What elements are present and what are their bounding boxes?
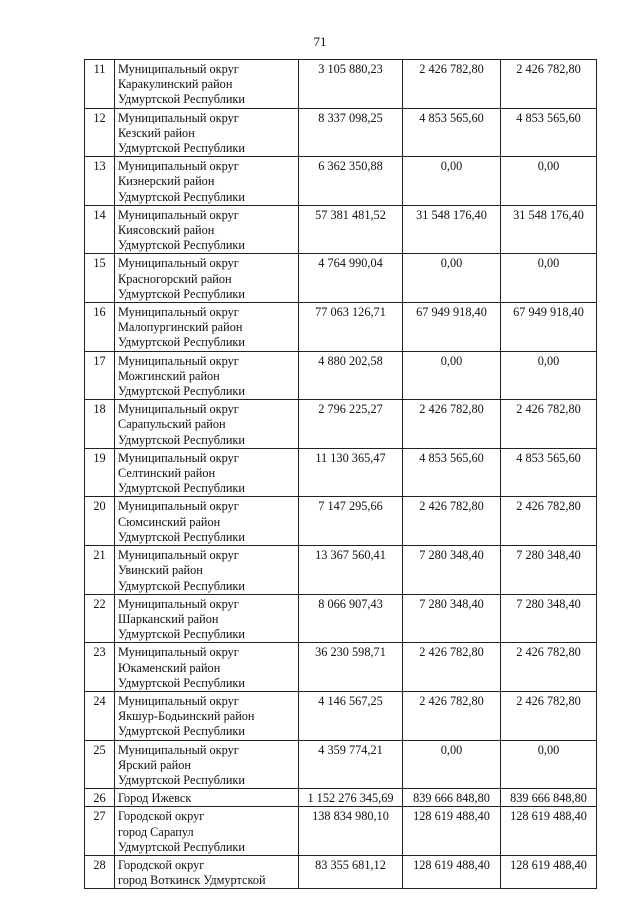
row-number: 27 [85, 807, 115, 856]
amount-allocated: 0,00 [403, 157, 501, 206]
municipality-name [115, 108, 299, 157]
municipality-name [115, 643, 299, 692]
table-row [85, 400, 597, 449]
table-row [85, 303, 597, 352]
municipality-name-line: Удмуртской Республики [118, 141, 245, 156]
municipality-name-line: Муниципальный округ [118, 305, 239, 320]
municipality-name [115, 691, 299, 740]
municipality-name [115, 740, 299, 789]
amount-total: 7 147 295,66 [299, 497, 403, 546]
row-number: 21 [85, 546, 115, 595]
municipality-name-line: Муниципальный округ [118, 62, 239, 76]
municipality-name-line: город Воткинск Удмуртской [118, 873, 266, 888]
municipality-name-line: Муниципальный округ [118, 693, 239, 708]
municipality-name [115, 60, 299, 109]
table-row [85, 108, 597, 157]
amount-approved: 2 426 782,80 [501, 60, 597, 109]
amount-allocated: 4 853 565,60 [403, 448, 501, 497]
table-row [85, 807, 597, 856]
amount-approved: 0,00 [501, 157, 597, 206]
municipality-name-line: Муниципальный округ [118, 450, 239, 465]
municipality-name-line: Каракулинский район [118, 77, 233, 92]
municipality-name [115, 157, 299, 206]
municipality-name [115, 400, 299, 449]
municipality-name-line: Киясовский район [118, 223, 215, 238]
municipality-name-line: Удмуртской Республики [118, 772, 245, 787]
amount-allocated: 0,00 [403, 254, 501, 303]
table-row [85, 855, 597, 888]
municipality-name-line: Якшур-Бодьинский район [118, 709, 255, 724]
amount-allocated: 2 426 782,80 [403, 497, 501, 546]
municipality-name [115, 807, 299, 856]
municipality-name-line: Муниципальный округ [118, 159, 239, 174]
municipality-name [115, 497, 299, 546]
amount-approved: 31 548 176,40 [501, 205, 597, 254]
amount-allocated: 128 619 488,40 [403, 807, 501, 856]
amount-approved: 7 280 348,40 [501, 594, 597, 643]
municipality-name-line: Город Ижевск [118, 791, 192, 806]
municipality-name-line: Удмуртской Республики [118, 92, 245, 107]
row-number: 24 [85, 691, 115, 740]
municipality-name-line: Муниципальный округ [118, 499, 239, 514]
amount-total: 11 130 365,47 [299, 448, 403, 497]
municipality-name-line: Удмуртской Республики [118, 724, 245, 739]
amount-total: 2 796 225,27 [299, 400, 403, 449]
municipality-name-line: Городской округ [118, 857, 205, 872]
table-row [85, 789, 597, 807]
amount-total: 13 367 560,41 [299, 546, 403, 595]
amount-allocated: 31 548 176,40 [403, 205, 501, 254]
amount-total: 138 834 980,10 [299, 807, 403, 856]
municipality-name-line: Удмуртской Республики [118, 238, 245, 253]
row-number: 15 [85, 254, 115, 303]
municipality-name [115, 594, 299, 643]
municipality-name-line: Удмуртской Республики [118, 839, 245, 854]
municipality-name-line: Городской округ [118, 809, 205, 824]
table-row [85, 448, 597, 497]
municipality-name-line: Удмуртской Республики [118, 335, 245, 350]
table-row [85, 254, 597, 303]
amount-allocated: 2 426 782,80 [403, 643, 501, 692]
amount-approved: 128 619 488,40 [501, 807, 597, 856]
amount-allocated: 67 949 918,40 [403, 303, 501, 352]
municipality-name-line: Удмуртской Республики [118, 189, 245, 204]
row-number: 28 [85, 855, 115, 888]
amount-allocated: 2 426 782,80 [403, 400, 501, 449]
amount-total: 83 355 681,12 [299, 855, 403, 888]
row-number: 12 [85, 108, 115, 157]
table-row [85, 497, 597, 546]
municipality-name [115, 303, 299, 352]
amount-allocated: 0,00 [403, 740, 501, 789]
municipality-name-line: Удмуртской Республики [118, 675, 245, 690]
amount-total: 36 230 598,71 [299, 643, 403, 692]
municipality-name [115, 855, 299, 888]
row-number: 18 [85, 400, 115, 449]
table-row [85, 205, 597, 254]
municipality-name-line: Удмуртской Республики [118, 481, 245, 496]
municipality-name-line: Удмуртской Республики [118, 286, 245, 301]
table-row [85, 594, 597, 643]
amount-allocated: 4 853 565,60 [403, 108, 501, 157]
amount-total: 4 880 202,58 [299, 351, 403, 400]
amount-approved: 0,00 [501, 351, 597, 400]
municipality-name [115, 351, 299, 400]
municipality-name-line: Селтинский район [118, 466, 216, 481]
table-row [85, 740, 597, 789]
row-number: 19 [85, 448, 115, 497]
municipality-name-line: Удмуртской Республики [118, 432, 245, 447]
row-number: 23 [85, 643, 115, 692]
municipality-name-line: Муниципальный округ [118, 742, 239, 757]
table-row [85, 157, 597, 206]
municipality-name-line: Муниципальный округ [118, 207, 239, 222]
municipality-name-line: Удмуртской Республики [118, 578, 245, 593]
municipality-name-line: Ярский район [118, 757, 191, 772]
municipality-name-line: Кизнерский район [118, 174, 215, 189]
municipality-name [115, 254, 299, 303]
municipality-name-line: Удмуртской Республики [118, 627, 245, 642]
municipality-name-line: Муниципальный округ [118, 402, 239, 417]
amount-allocated: 7 280 348,40 [403, 594, 501, 643]
amount-total: 4 359 774,21 [299, 740, 403, 789]
amount-approved: 2 426 782,80 [501, 643, 597, 692]
municipality-name-line: Муниципальный округ [118, 110, 239, 125]
municipality-name-line: Кезский район [118, 125, 195, 140]
row-number: 13 [85, 157, 115, 206]
amount-allocated: 839 666 848,80 [403, 789, 501, 807]
municipality-name-line: Сюмсинский район [118, 514, 221, 529]
amount-approved: 2 426 782,80 [501, 400, 597, 449]
amount-approved: 0,00 [501, 254, 597, 303]
table-row [85, 351, 597, 400]
amount-allocated: 2 426 782,80 [403, 60, 501, 109]
amount-total: 77 063 126,71 [299, 303, 403, 352]
table-row [85, 546, 597, 595]
amount-total: 6 362 350,88 [299, 157, 403, 206]
municipality-name-line: Муниципальный округ [118, 353, 239, 368]
budget-allocation-table [84, 59, 597, 889]
page-number: 71 [313, 34, 327, 49]
amount-total: 1 152 276 345,69 [299, 789, 403, 807]
amount-total: 8 066 907,43 [299, 594, 403, 643]
municipality-name-line: Удмуртской Республики [118, 384, 245, 399]
amount-allocated: 2 426 782,80 [403, 691, 501, 740]
amount-approved: 128 619 488,40 [501, 855, 597, 888]
amount-total: 8 337 098,25 [299, 108, 403, 157]
row-number: 14 [85, 205, 115, 254]
amount-allocated: 7 280 348,40 [403, 546, 501, 595]
municipality-name [115, 205, 299, 254]
table-row [85, 60, 597, 109]
amount-approved: 2 426 782,80 [501, 691, 597, 740]
row-number: 11 [85, 60, 115, 109]
municipality-name-line: Шарканский район [118, 611, 219, 626]
amount-approved: 2 426 782,80 [501, 497, 597, 546]
amount-total: 57 381 481,52 [299, 205, 403, 254]
row-number: 17 [85, 351, 115, 400]
municipality-name [115, 448, 299, 497]
municipality-name-line: Увинский район [118, 563, 203, 578]
municipality-name [115, 546, 299, 595]
table-body [85, 60, 597, 889]
table-row [85, 643, 597, 692]
municipality-name-line: Муниципальный округ [118, 596, 239, 611]
amount-approved: 839 666 848,80 [501, 789, 597, 807]
municipality-name-line: Муниципальный округ [118, 256, 239, 271]
amount-allocated: 128 619 488,40 [403, 855, 501, 888]
amount-approved: 67 949 918,40 [501, 303, 597, 352]
municipality-name-line: Красногорский район [118, 271, 232, 286]
municipality-name-line: Юкаменский район [118, 660, 221, 675]
row-number: 22 [85, 594, 115, 643]
municipality-name-line: Сарапульский район [118, 417, 226, 432]
row-number: 20 [85, 497, 115, 546]
municipality-name [115, 789, 299, 807]
municipality-name-line: Муниципальный округ [118, 548, 239, 563]
amount-approved: 4 853 565,60 [501, 108, 597, 157]
municipality-name-line: Удмуртской Республики [118, 529, 245, 544]
amount-approved: 4 853 565,60 [501, 448, 597, 497]
table-row [85, 691, 597, 740]
row-number: 26 [85, 789, 115, 807]
municipality-name-line: Малопургинский район [118, 320, 243, 335]
amount-total: 4 146 567,25 [299, 691, 403, 740]
municipality-name-line: Можгинский район [118, 368, 220, 383]
amount-allocated: 0,00 [403, 351, 501, 400]
row-number: 16 [85, 303, 115, 352]
amount-approved: 0,00 [501, 740, 597, 789]
row-number: 25 [85, 740, 115, 789]
municipality-name-line: Муниципальный округ [118, 645, 239, 660]
amount-total: 3 105 880,23 [299, 60, 403, 109]
municipality-name-line: город Сарапул [118, 824, 194, 839]
amount-total: 4 764 990,04 [299, 254, 403, 303]
amount-approved: 7 280 348,40 [501, 546, 597, 595]
